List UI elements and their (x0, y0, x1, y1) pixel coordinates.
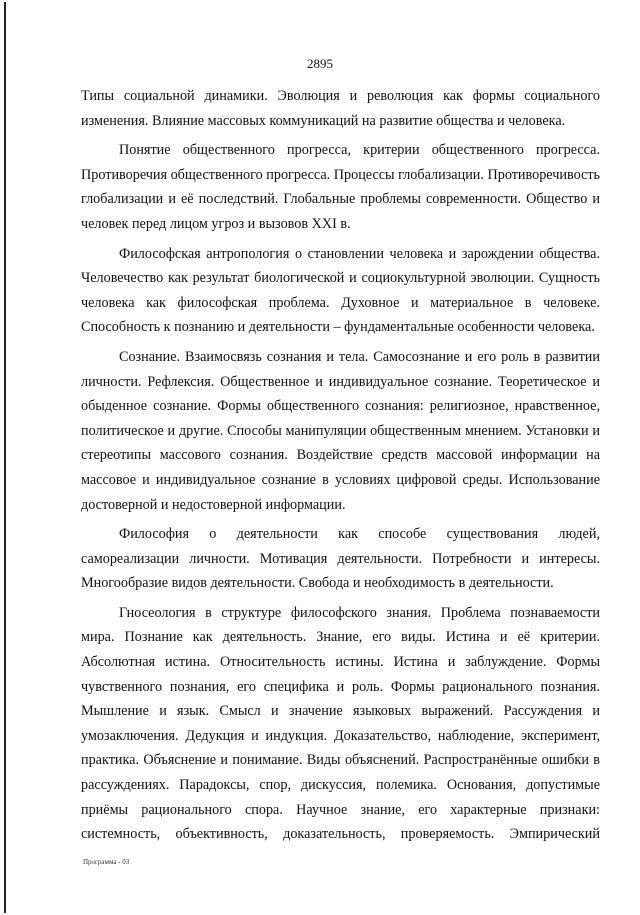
paragraph: Понятие общественного прогресса, критерии общественного прогресса. Противоречия общественного прогресса. Процессы глобализации. Противоречивость глобализации и её последствий. Глобальные проблемы современности. Общество и человек перед лицом угроз и вызовов XXI в. (81, 142, 600, 232)
paragraph: Гносеология в структуре философского знания. Проблема познаваемости мира. Познание как деятельность. Знание, его виды. Истина и её критерии. Абсолютная истина. Относительность истины. Истина и заблуждение. Формы чувственного познания, его специфика и роль. Формы рационального познания. Мышление и язык. Смысл и значение языковых выражений. Рассуждения и умозаключения. Дедукция и индукция. Доказательство, наблюдение, эксперимент, практика. Объяснение и понимание. Виды объяснений. Распространённые ошибки в рассуждениях. Парадоксы, спор, дискуссия, полемика. Основания, допустимые приёмы рационального спора. Научное знание, его характерные признаки: системность, объективность, доказательность, проверяемость. Эмпирический (81, 604, 600, 843)
document-body (81, 84, 600, 852)
paragraph: Философия о деятельности как способе существования людей, самореализации личности. Мотивация деятельности. Потребности и интересы. Многообразие видов деятельности. Свобода и необходимость в деятельности. (81, 526, 600, 592)
scan-edge-line (4, 2, 6, 913)
footer-label: Программа - 03 (83, 858, 130, 866)
paragraph: Сознание. Взаимосвязь сознания и тела. Самосознание и его роль в развитии личности. Рефлексия. Общественное и индивидуальное сознание. Теоретическое и обыденное сознание. Формы общественного сознания: религиозное, нравственное, политическое и другие. Способы манипуляции общественным мнением. Установки и стереотипы массового сознания. Воздействие средств массовой информации на массовое и индивидуальное сознание в условиях цифровой среды. Использование достоверной и недостоверной информации. (81, 348, 600, 513)
paragraph: Типы социальной динамики. Эволюция и революция как формы социального изменения. Влияние массовых коммуникаций на развитие общества и человека. (81, 88, 600, 129)
paragraph: Философская антропология о становлении человека и зарождении общества. Человечество как результат биологической и социокультурной эволюции. Сущность человека как философская проблема. Духовное и материальное в человеке. Способность к познанию и деятельности – фундаментальные особенности человека. (81, 245, 600, 336)
page-number: 2895 (307, 56, 333, 71)
